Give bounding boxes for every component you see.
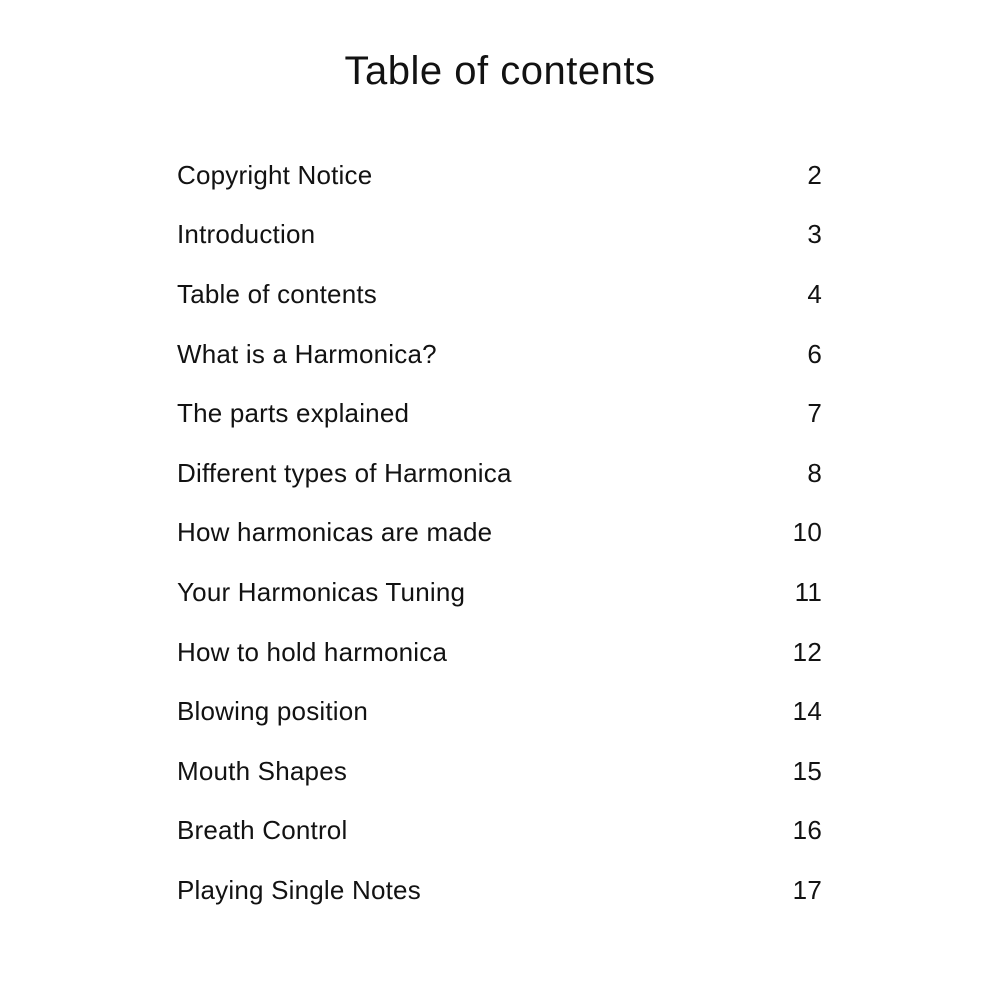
page-title: Table of contents xyxy=(344,49,656,93)
toc-entry-label: Different types of Harmonica xyxy=(177,457,512,488)
toc-entry-page: 3 xyxy=(807,219,822,250)
toc-entry-page: 12 xyxy=(792,636,822,667)
toc-entry-page: 7 xyxy=(807,398,822,429)
toc-entry[interactable] xyxy=(177,205,822,265)
toc-entry-label: Playing Single Notes xyxy=(177,874,421,905)
toc-entry-page: 10 xyxy=(792,517,822,548)
toc-entry-page: 4 xyxy=(807,278,822,309)
toc-entry-page: 17 xyxy=(792,874,822,905)
toc-entry[interactable] xyxy=(177,145,822,205)
toc-entry[interactable] xyxy=(177,562,822,622)
toc-entry-page: 6 xyxy=(807,338,822,369)
toc-entry-label: What is a Harmonica? xyxy=(177,338,437,369)
toc-entry-label: Breath Control xyxy=(177,815,348,846)
toc-entry-label: How harmonicas are made xyxy=(177,517,493,548)
toc-entry-page: 15 xyxy=(792,755,822,786)
toc-entry-label: Table of contents xyxy=(177,278,377,309)
toc-entry-label: Introduction xyxy=(177,219,316,250)
toc-entry-label: The parts explained xyxy=(177,398,410,429)
toc-entry[interactable] xyxy=(177,324,822,384)
toc-entry[interactable] xyxy=(177,264,822,324)
toc-entry-label: Blowing position xyxy=(177,696,369,727)
toc-entry-label: Your Harmonicas Tuning xyxy=(177,576,466,607)
toc-entry-page: 8 xyxy=(807,457,822,488)
toc-entry[interactable] xyxy=(177,383,822,443)
toc-entry-label: Mouth Shapes xyxy=(177,755,348,786)
toc-entry[interactable] xyxy=(177,622,822,682)
toc-entry-label: Copyright Notice xyxy=(177,159,373,190)
toc-entry[interactable] xyxy=(177,801,822,861)
toc-entry[interactable] xyxy=(177,741,822,801)
toc-entry-page: 14 xyxy=(792,696,822,727)
table-of-contents xyxy=(177,145,822,920)
toc-entry[interactable] xyxy=(177,443,822,503)
toc-entry[interactable] xyxy=(177,860,822,920)
toc-entry[interactable] xyxy=(177,503,822,563)
toc-entry-page: 16 xyxy=(792,815,822,846)
toc-entry[interactable] xyxy=(177,681,822,741)
toc-entry-page: 11 xyxy=(794,576,822,607)
toc-entry-label: How to hold harmonica xyxy=(177,636,448,667)
toc-entry-page: 2 xyxy=(807,159,822,190)
